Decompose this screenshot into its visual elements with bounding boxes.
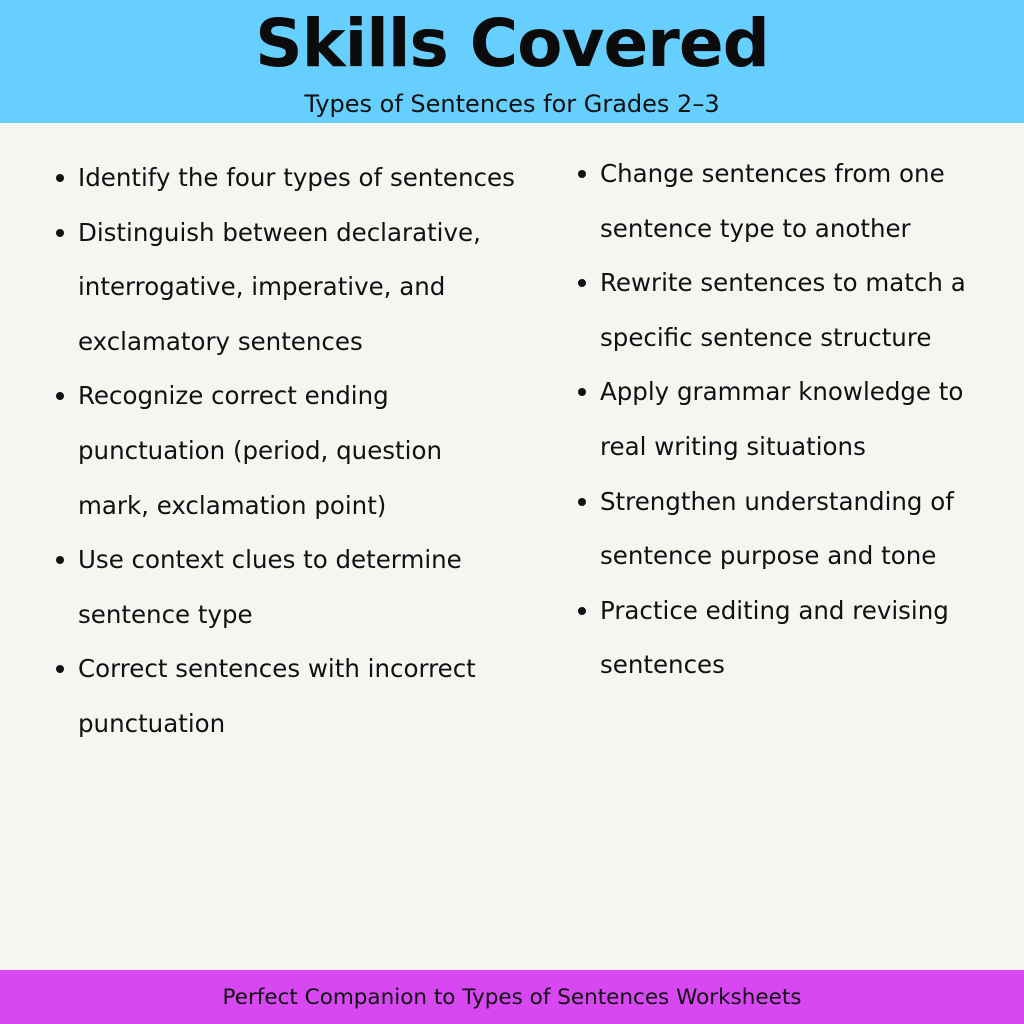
skill-text: Change sentences from one sentence type to another (600, 159, 945, 243)
list-item (56, 642, 516, 751)
bullet-icon (56, 665, 64, 673)
bullet-icon (578, 607, 586, 615)
skill-text: Identify the four types of sentences (78, 163, 515, 192)
skill-text: Strengthen understanding of sentence purpose and tone (600, 486, 954, 571)
list-item (578, 147, 1008, 256)
list-item (578, 584, 1008, 693)
skill-text: Distinguish between declarative, interrogative, imperative, and exclamatory sentences (78, 217, 481, 356)
skill-text: Rewrite sentences to match a specific sentence structure (600, 268, 966, 352)
skill-text: Apply grammar knowledge to real writing situations (600, 377, 964, 461)
list-item (578, 256, 1008, 365)
list-item (56, 533, 516, 642)
skill-text: Use context clues to determine sentence type (78, 545, 462, 629)
bullet-icon (578, 170, 586, 178)
page-subtitle: Types of Sentences for Grades 2–3 (304, 90, 720, 118)
header-banner (0, 0, 1024, 123)
bullet-icon (56, 174, 64, 182)
skills-list-right (578, 147, 1008, 693)
footer-banner (0, 970, 1024, 1024)
list-item (578, 475, 1008, 584)
list-item (56, 369, 516, 533)
bullet-icon (578, 388, 586, 396)
list-item (56, 206, 516, 370)
page-title: Skills Covered (255, 5, 769, 82)
bullet-icon (578, 498, 586, 506)
bullet-icon (56, 229, 64, 237)
list-item (578, 365, 1008, 474)
bullet-icon (56, 556, 64, 564)
skill-text: Recognize correct ending punctuation (period, question mark, exclamation point) (78, 381, 442, 520)
skill-text: Correct sentences with incorrect punctuation (78, 654, 476, 738)
skill-text: Practice editing and revising sentences (600, 595, 949, 680)
skills-list-left (56, 151, 516, 752)
bullet-icon (578, 279, 586, 287)
list-item (56, 151, 516, 206)
footer-text: Perfect Companion to Types of Sentences Worksheets (222, 985, 802, 1010)
bullet-icon (56, 392, 64, 400)
